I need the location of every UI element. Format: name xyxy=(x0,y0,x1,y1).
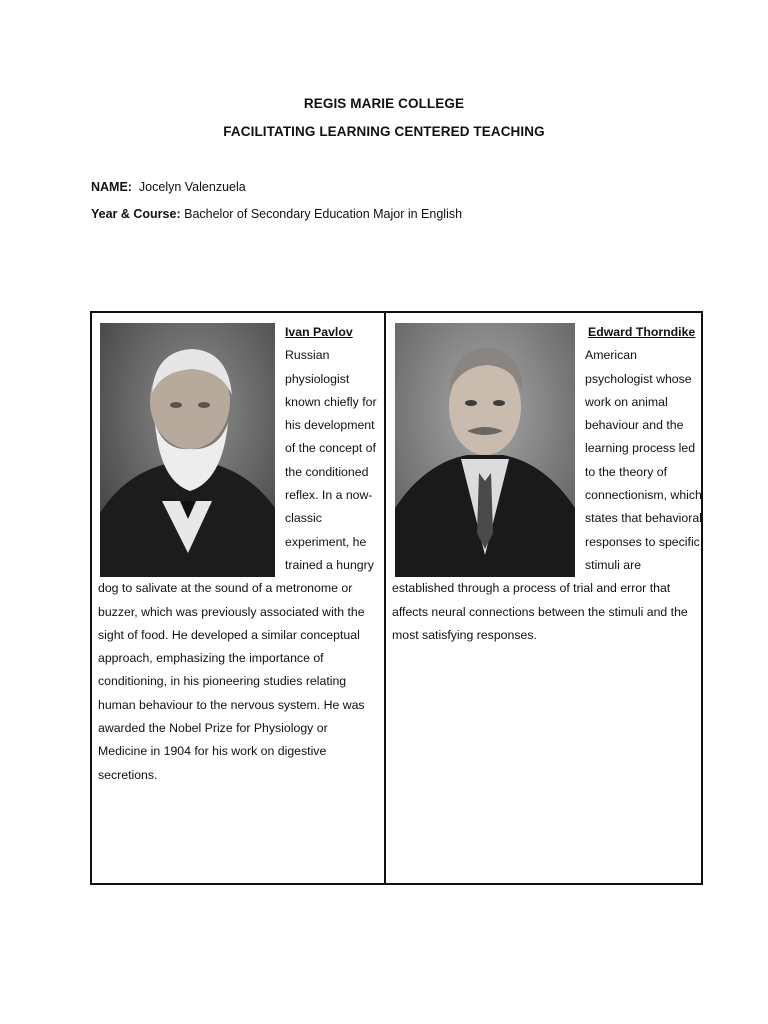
name-value: Jocelyn Valenzuela xyxy=(138,180,246,194)
table-cell-pavlov xyxy=(98,321,380,787)
year-course-label: Year & Course: xyxy=(91,207,181,221)
entry-name-thorndike: Edward Thorndike xyxy=(588,325,696,339)
course-title: FACILITATING LEARNING CENTERED TEACHING xyxy=(223,124,545,139)
theorists-table xyxy=(90,311,703,885)
entry-text-thorndike: American psychologist whose work on animal behaviour and the learning process led to the theory of connectionism, which states that behavioral responses to specific stimuli are established through a process of trial and error that affects neural connections between the stimuli and the most satisfying responses. xyxy=(392,348,702,642)
column-divider xyxy=(384,313,386,883)
entry-text-pavlov: Russian physiologist known chiefly for his development of the concept of the conditioned reflex. In a now-classic experiment, he trained a hungry dog to salivate at the sound of a metronome or buzzer, which was previously associated with the sight of food. He developed a similar conceptual approach, emphasizing the importance of conditioning, in his pioneering studies relating human behaviour to the nervous system. He was awarded the Nobel Prize for Physiology or Medicine in 1904 for his work on digestive secretions. xyxy=(98,348,377,782)
name-label: NAME: xyxy=(91,180,132,194)
year-course-field xyxy=(91,207,462,221)
entry-name-pavlov: Ivan Pavlov xyxy=(285,325,353,339)
college-title: REGIS MARIE COLLEGE xyxy=(303,96,465,111)
thorndike-portrait xyxy=(395,323,575,577)
year-course-value: Bachelor of Secondary Education Major in English xyxy=(184,207,463,221)
name-field xyxy=(91,180,246,194)
table-cell-thorndike xyxy=(392,321,702,647)
pavlov-portrait xyxy=(100,323,275,577)
